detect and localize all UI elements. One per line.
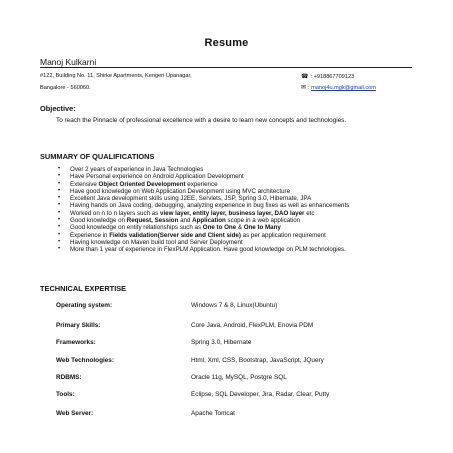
list-item-text: Having knowledge on Maven build tool and Server Deployment [70, 238, 243, 246]
bullet-icon: • [58, 231, 61, 238]
list-item-text: More than 1 year of experience in FlexPLM Application. Have good knowledge on PLM technologies. [70, 246, 346, 254]
list-item [58, 195, 410, 202]
phone-number: : +918867709123 [310, 74, 355, 80]
list-item [58, 173, 410, 180]
list-item [58, 202, 410, 209]
list-item-text: Experience in [70, 231, 110, 239]
bullet-icon: • [58, 209, 61, 216]
tech-label: Primary Skills: [56, 322, 101, 329]
qualifications-list [58, 166, 410, 254]
list-item-text: and [178, 217, 193, 225]
candidate-name: Manoj Kulkarni [40, 57, 97, 67]
tech-label: Tools: [56, 391, 75, 398]
phone-contact [301, 73, 354, 80]
list-item [58, 166, 410, 173]
tech-label: RDBMS: [56, 374, 82, 381]
list-item [58, 188, 410, 195]
bullet-icon: • [58, 238, 61, 245]
address-line-1: #122, Building No. 11, Shirke Apartments, Kengeri Upanagar, [40, 73, 192, 79]
list-item-text: Over 2 years of experience in Java Technologies [70, 166, 204, 173]
list-item-text: as per application requirement [240, 231, 326, 239]
bold-text: Object Oriented Development [98, 180, 186, 188]
bullet-icon: • [58, 187, 61, 194]
list-item-text: Excellent Java development skills using J2EE, Servlets, JSP, Spring 3.0, Hibernate, JPA [70, 195, 312, 203]
bullet-icon: • [58, 173, 61, 180]
bold-text: Fields validation(Server side and Client side) [109, 231, 241, 239]
list-item-text: & [236, 224, 244, 232]
tech-label: Operating system: [56, 302, 113, 309]
list-item [58, 232, 410, 239]
bullet-icon: • [58, 180, 61, 187]
email-prefix: : [308, 85, 312, 91]
list-item-text: Have good knowledge on Web Application Development using MVC architecture [70, 187, 291, 195]
tech-value: Core Java, Android, FlexPLM, Enovia PDM [191, 322, 314, 329]
bullet-icon: • [58, 166, 61, 172]
tech-value: Windows 7 & 8, Linux(Ubuntu) [191, 302, 278, 309]
list-item-text: Extensive [70, 180, 99, 188]
objective-heading: Objective: [40, 104, 76, 113]
bold-text: One to Many [243, 224, 281, 232]
summary-heading: SUMMARY OF QUALIFICATIONS [40, 152, 155, 161]
address-line-2: Bangalore - 560060. [40, 85, 91, 91]
tech-label: Web Server: [56, 410, 94, 417]
list-item [58, 246, 410, 253]
tech-value: Eclipse, SQL Developer, Jira, Radar, Clear, Putty [191, 391, 330, 398]
page-title: Resume [204, 37, 249, 49]
bullet-icon: • [58, 246, 61, 253]
list-item [58, 181, 410, 188]
list-item-text: scope in a web application [225, 217, 301, 225]
list-item-text: experience [185, 180, 218, 188]
objective-text [40, 116, 410, 125]
tech-label: Frameworks: [56, 339, 96, 346]
tech-value: Spring 3.0, Hibernate [191, 339, 252, 346]
list-item [58, 239, 410, 246]
phone-icon: ☎ [301, 74, 309, 80]
list-item-text: Good knowledge on entity relationships such as [70, 224, 203, 232]
list-item-text: Have Personal experience on Android Application Development [70, 173, 244, 181]
list-item-text: Worked on n to n layers such as [70, 209, 160, 217]
list-item-text: Having hands on Java coding, debugging, analyzing experience in bug fixes as well as enhancements [70, 202, 350, 210]
bullet-icon: • [58, 195, 61, 202]
list-item-text: Good knowledge on [70, 217, 127, 225]
tech-value: Apache Tomcat [191, 410, 235, 417]
bold-text: One to One [202, 224, 237, 232]
email-contact [301, 84, 376, 91]
bullet-icon: • [58, 202, 61, 209]
list-item-text: etc [304, 209, 315, 217]
envelope-icon: ✉ [301, 85, 307, 91]
list-item [58, 224, 410, 231]
email-link[interactable]: manoj4u.mgk@gmail.com [311, 85, 376, 91]
header-divider [40, 67, 412, 68]
list-item [58, 217, 410, 224]
bold-text: Application [192, 217, 226, 225]
tech-label: Web Technologies: [56, 357, 114, 364]
technical-heading: TECHNICAL EXPERTISE [40, 284, 127, 293]
bold-text: view layer, entity layer, business layer, DAO layer [160, 209, 305, 217]
objective-body: To reach the Pinnacle of professional excellence with a desire to learn new concepts and technologies. [56, 117, 347, 124]
bullet-icon: • [58, 224, 61, 231]
list-item [58, 210, 410, 217]
bullet-icon: • [58, 217, 61, 224]
tech-value: Oracle 11g, MySQL, Postgre SQL [191, 374, 287, 381]
bold-text: Request, Session [126, 217, 179, 225]
tech-value: Html, Xml, CSS, Bootstrap, JavaScript, JQuery [191, 357, 324, 364]
